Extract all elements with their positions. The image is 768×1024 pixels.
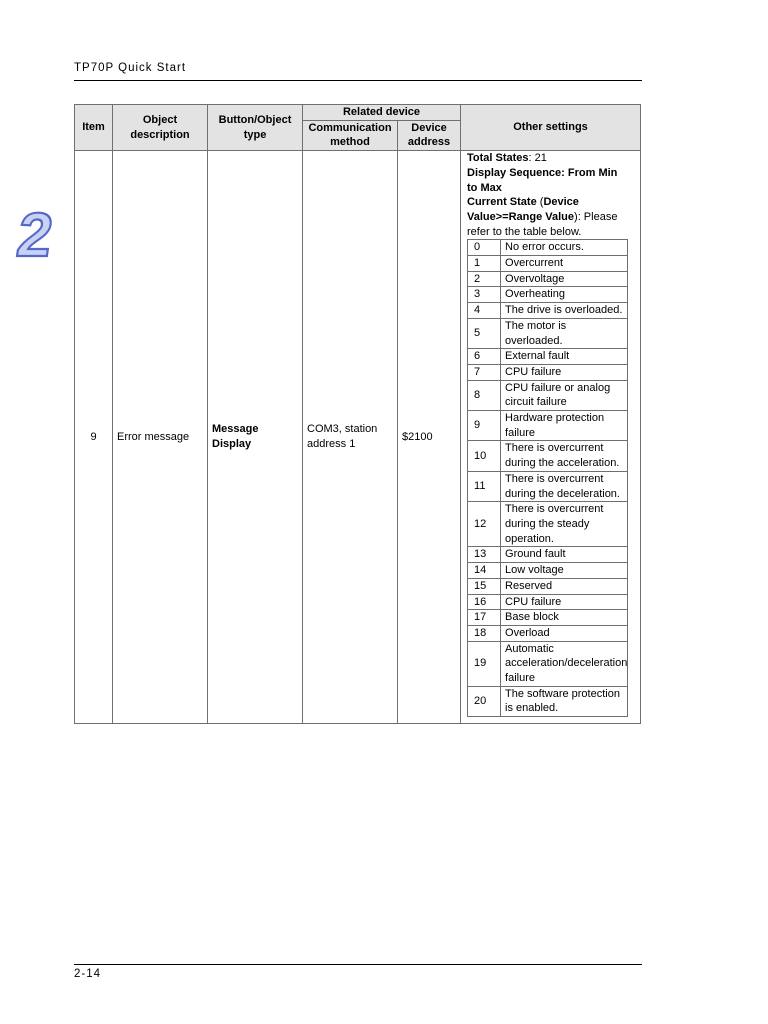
state-row [468, 441, 628, 471]
state-description: There is overcurrent during the steady operation. [501, 502, 628, 547]
chapter-number-badge [12, 200, 58, 270]
state-code: 20 [468, 686, 501, 716]
chapter-number: 2 [12, 201, 58, 270]
state-description: No error occurs. [501, 240, 628, 256]
footer-rule [74, 964, 642, 965]
state-description: The software protection is enabled. [501, 686, 628, 716]
state-code: 6 [468, 349, 501, 365]
table-row [75, 151, 641, 724]
state-table [467, 239, 628, 717]
state-description: Base block [501, 610, 628, 626]
cell-other-settings [461, 151, 641, 724]
state-code: 10 [468, 441, 501, 471]
state-code: 12 [468, 502, 501, 547]
state-row [468, 625, 628, 641]
state-code: 16 [468, 594, 501, 610]
state-code: 9 [468, 411, 501, 441]
header-device-address: Device address [398, 120, 461, 150]
state-row [468, 256, 628, 272]
state-code: 5 [468, 318, 501, 348]
header-item: Item [75, 105, 113, 151]
state-row [468, 686, 628, 716]
state-code: 15 [468, 578, 501, 594]
state-code: 18 [468, 625, 501, 641]
state-row [468, 364, 628, 380]
state-row [468, 563, 628, 579]
state-description: Overcurrent [501, 256, 628, 272]
total-states-line: Total States: 21 [467, 152, 547, 165]
state-description: External fault [501, 349, 628, 365]
state-description: Overvoltage [501, 271, 628, 287]
state-description: Reserved [501, 578, 628, 594]
state-code: 4 [468, 303, 501, 319]
state-row [468, 318, 628, 348]
header-object-description: Object description [113, 105, 208, 151]
state-description: Hardware protection failure [501, 411, 628, 441]
state-code: 1 [468, 256, 501, 272]
state-description: Low voltage [501, 563, 628, 579]
state-row [468, 349, 628, 365]
state-description: CPU failure or analog circuit failure [501, 380, 628, 410]
state-row [468, 411, 628, 441]
state-description: Automatic acceleration/deceleration failure [501, 641, 628, 686]
state-description: The motor is overloaded. [501, 318, 628, 348]
state-code: 13 [468, 547, 501, 563]
state-row [468, 303, 628, 319]
state-row [468, 594, 628, 610]
state-code: 2 [468, 271, 501, 287]
state-row [468, 610, 628, 626]
running-header: TP70P Quick Start [74, 62, 187, 74]
cell-button-object-type: Message Display [208, 151, 303, 724]
state-code: 11 [468, 471, 501, 501]
state-row [468, 271, 628, 287]
state-code: 17 [468, 610, 501, 626]
state-description: The drive is overloaded. [501, 303, 628, 319]
page-number: 2-14 [74, 968, 102, 980]
state-row [468, 502, 628, 547]
state-description: There is overcurrent during the acceleration. [501, 441, 628, 471]
header-related-device: Related device [303, 105, 461, 121]
header-button-object-type: Button/Object type [208, 105, 303, 151]
state-description: There is overcurrent during the deceleration. [501, 471, 628, 501]
state-row [468, 240, 628, 256]
state-code: 7 [468, 364, 501, 380]
object-settings-table [74, 104, 641, 724]
state-row [468, 380, 628, 410]
cell-item: 9 [75, 151, 113, 724]
cell-object-description: Error message [113, 151, 208, 724]
header-communication-method: Communication method [303, 120, 398, 150]
cell-communication-method: COM3, station address 1 [303, 151, 398, 724]
state-code: 3 [468, 287, 501, 303]
state-description: Overload [501, 625, 628, 641]
state-description: CPU failure [501, 594, 628, 610]
state-row [468, 547, 628, 563]
display-sequence-line: Display Sequence: From Min to Max [467, 166, 618, 194]
cell-device-address: $2100 [398, 151, 461, 724]
state-row [468, 287, 628, 303]
state-row [468, 471, 628, 501]
state-code: 8 [468, 380, 501, 410]
state-code: 19 [468, 641, 501, 686]
state-description: Overheating [501, 287, 628, 303]
header-other-settings: Other settings [461, 105, 641, 151]
state-row [468, 578, 628, 594]
current-state-line: Current State (Device Value>=Range Value): Please refer to the table below. [467, 196, 618, 238]
state-description: CPU failure [501, 364, 628, 380]
header-rule [74, 80, 642, 81]
state-description: Ground fault [501, 547, 628, 563]
state-code: 0 [468, 240, 501, 256]
state-row [468, 641, 628, 686]
state-code: 14 [468, 563, 501, 579]
